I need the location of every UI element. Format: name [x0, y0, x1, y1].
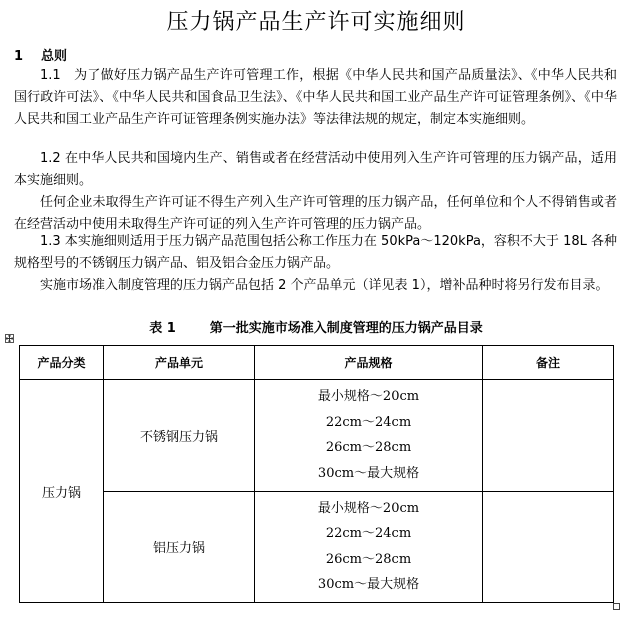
spec-line: 22cm～24cm — [325, 526, 412, 542]
header-category: 产品分类 — [20, 346, 104, 380]
paragraph-license-requirement: 任何企业未取得生产许可证不得生产列入生产许可管理的压力锅产品，任何单位和个人不得销售或者在经营活动中使用未取得生产许可证的列入生产许可管理的压力锅产品。 — [14, 195, 617, 232]
spec-cell — [255, 491, 483, 603]
header-spec: 产品规格 — [255, 346, 483, 380]
paragraph-1-1: 1.1 为了做好压力锅产品生产许可管理工作，根据《中华人民共和国产品质量法》、《中华人民共和国行政许可法》、《中华人民共和国食品卫生法》、《中华人民共和国工业产品生产许可证管理条例》、《中华人民共和国工业产品生产许可证管理条例实施办法》等法律法规的规定，制定本实施细则。 — [14, 68, 617, 127]
section-heading-text: 总则 — [41, 49, 68, 64]
section-number: 1 — [14, 49, 24, 64]
table-row — [20, 491, 614, 603]
spec-line: 最小规格～20cm — [317, 389, 420, 405]
paragraph-market-access: 实施市场准入制度管理的压力锅产品包括 2 个产品单元（详见表 1），增补品种时将另行发布目录。 — [40, 278, 609, 293]
table-caption-number: 表 1 — [149, 321, 176, 336]
paragraph-1-3: 1.3 本实施细则适用于压力锅产品范围包括公称工作压力在 50kPa～120kPa，容积不大于 18L 各种规格型号的不锈钢压力锅产品、铝及铝合金压力锅产品。 — [14, 234, 617, 271]
document-title: 压力锅产品生产许可实施细则 — [166, 10, 466, 35]
table-resize-handle-icon[interactable] — [613, 603, 620, 610]
spec-line: 最小规格～20cm — [317, 500, 420, 516]
product-catalog-table — [19, 345, 614, 603]
table-header-row — [20, 346, 614, 380]
spec-line: 30cm～最大规格 — [317, 465, 420, 481]
category-cell: 压力锅 — [20, 380, 104, 603]
spec-line: 26cm～28cm — [325, 551, 412, 567]
spec-line: 22cm～24cm — [325, 414, 412, 430]
table-row — [20, 380, 614, 492]
spec-line: 26cm～28cm — [325, 440, 412, 456]
unit-cell: 铝压力锅 — [104, 491, 255, 603]
unit-cell: 不锈钢压力锅 — [104, 380, 255, 492]
spec-cell — [255, 380, 483, 492]
table-caption-title: 第一批实施市场准入制度管理的压力锅产品目录 — [209, 321, 483, 336]
note-cell — [483, 491, 614, 603]
table-caption — [0, 320, 632, 338]
move-arrows-icon — [6, 335, 13, 342]
note-cell — [483, 380, 614, 492]
section-heading — [14, 48, 67, 65]
table-move-handle-icon[interactable] — [5, 334, 14, 343]
header-unit: 产品单元 — [104, 346, 255, 380]
header-note: 备注 — [483, 346, 614, 380]
spec-line: 30cm～最大规格 — [317, 577, 420, 593]
paragraph-1-2: 1.2 在中华人民共和国境内生产、销售或者在经营活动中使用列入生产许可管理的压力锅产品，适用本实施细则。 — [14, 151, 617, 188]
